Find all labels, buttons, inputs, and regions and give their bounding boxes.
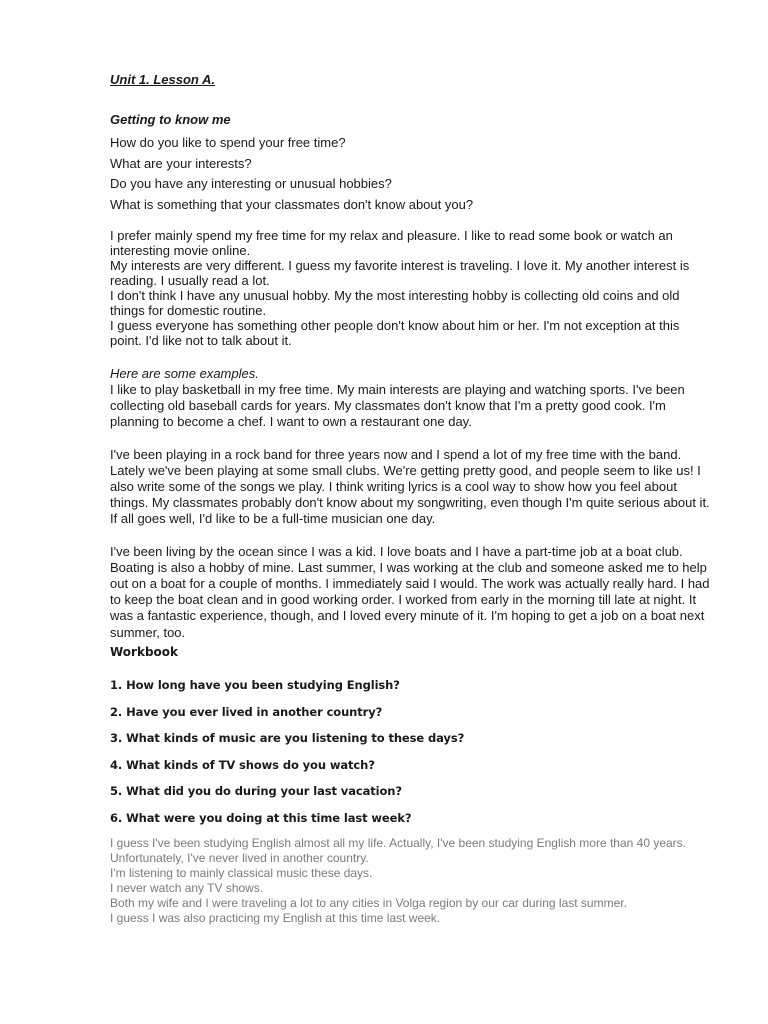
examples-intro: Here are some examples. <box>110 366 259 381</box>
workbook-question: 5. What did you do during your last vacation? <box>110 784 402 799</box>
question-item: How do you like to spend your free time? <box>110 135 346 150</box>
lesson-title: Unit 1. Lesson A. <box>110 72 215 87</box>
workbook-question: 6. What were you doing at this time last week? <box>110 810 412 825</box>
question-item: What are your interests? <box>110 155 252 171</box>
workbook-question: 4. What kinds of TV shows do you watch? <box>110 757 375 772</box>
workbook-answer-block <box>110 836 710 926</box>
example-paragraph: I've been playing in a rock band for three years now and I spend a lot of my free time with the band. Lately we've been playing at some small clubs. We're getting pretty good, and people seem to like us! I also write some of the songs we play. I think writing lyrics is a cool way to show how you feel about things. My classmates probably don't know about my songwriting, even though I'm quite serious about it. If all goes well, I'd like to be a full-time musician one day. <box>110 446 710 527</box>
answer-paragraph: I don't think I have any unusual hobby. My the most interesting hobby is collecting old coins and old things for domestic routine. <box>110 288 680 318</box>
answer-paragraph: My interests are very different. I guess my favorite interest is traveling. I love it. My another interest is reading. I usually read a lot. <box>110 258 690 288</box>
answer-paragraph: I guess everyone has something other people don't know about him or her. I'm not exception at this point. I'd like not to talk about it. <box>110 318 680 348</box>
examples-block <box>110 382 710 657</box>
workbook-question: 3. What kinds of music are you listening to these days? <box>110 731 465 746</box>
workbook-answer: I'm listening to mainly classical music these days. <box>110 866 373 880</box>
example-paragraph: I've been living by the ocean since I was a kid. I love boats and I have a part-time job at a boat club. Boating is also a hobby of mine. Last summer, I was working at the club and someone asked me to help out on a boat for a couple of months. I immediately said I would. The work was actually really hard. I had to keep the boat clean and in good working order. I worked from early in the morning till late at night. It was a fantastic experience, though, and I loved every minute of it. I'm hoping to get a job on a boat next summer, too. <box>110 543 710 640</box>
answer-paragraph: I prefer mainly spend my free time for my relax and pleasure. I like to read some book or watch an interesting movie online. <box>110 228 673 258</box>
example-paragraph: I like to play basketball in my free time. My main interests are playing and watching sports. I've been collecting old baseball cards for years. My classmates don't know that I'm a pretty good cook. I'm planning to become a chef. I want to own a restaurant one day. <box>110 382 685 430</box>
workbook-answer: I guess I was also practicing my English at this time last week. <box>110 911 441 925</box>
workbook-heading: Workbook <box>110 645 179 659</box>
workbook-answer: I never watch any TV shows. <box>110 881 264 895</box>
workbook-question: 1. How long have you been studying English? <box>110 678 400 692</box>
question-item: What is something that your classmates don't know about you? <box>110 196 474 212</box>
workbook-answer: I guess I've been studying English almost all my life. Actually, I've been studying English more than 40 years. <box>110 836 686 850</box>
workbook-question: 2. Have you ever lived in another country? <box>110 704 383 719</box>
question-list <box>110 133 473 215</box>
workbook-answer: Both my wife and I were traveling a lot to any cities in Volga region by our car during last summer. <box>110 896 627 910</box>
workbook-question-list <box>110 672 464 832</box>
section-title: Getting to know me <box>110 112 231 127</box>
workbook-answer: Unfortunately, I've never lived in another country. <box>110 851 369 865</box>
answer-block <box>110 228 710 348</box>
question-item: Do you have any interesting or unusual hobbies? <box>110 176 392 191</box>
